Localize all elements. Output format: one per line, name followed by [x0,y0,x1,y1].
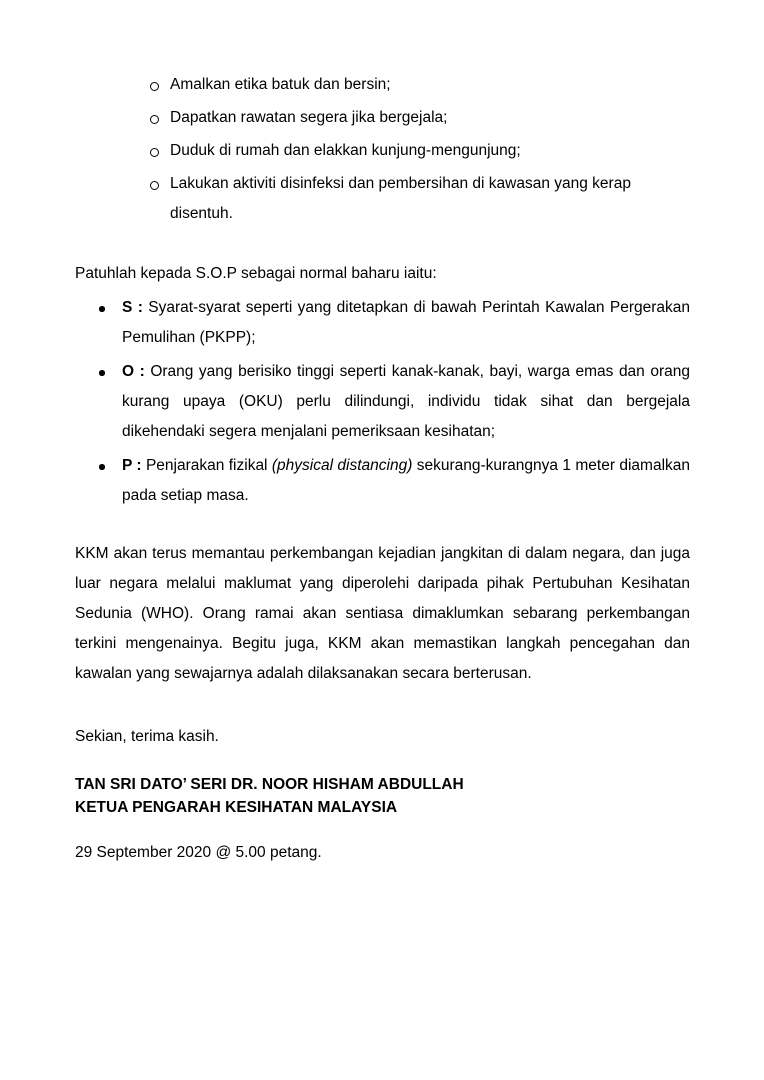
sop-text-post: sekurang-kurangnya 1 meter diamalkan pada setiap masa. [122,457,691,504]
signatory-name: TAN SRI DATO’ SERI DR. NOOR HISHAM ABDULLAH [75,776,464,793]
sop-intro-paragraph: Patuhlah kepada S.O.P sebagai normal baharu iaitu: [75,265,437,282]
list-item-text: Amalkan etika batuk dan bersin; [170,76,391,93]
list-item [150,70,690,100]
dot-bullet-icon [99,357,122,387]
sop-item-o [99,357,690,447]
sop-text-pre: Penjarakan fizikal [145,457,272,474]
circle-bullet-icon [150,169,170,199]
sop-text: Orang yang berisiko tinggi seperti kanak-kanak, bayi, warga emas dan orang kurang upaya (OKU) perlu dilindungi, individu tidak sihat dan bergejala dikehendaki segera menjalani pemeriksaan kesihatan; [122,363,690,440]
dot-bullet-icon [99,293,122,323]
list-item [150,169,690,229]
signature-block [75,773,690,819]
dot-bullet-icon [99,451,122,481]
sop-item-p [99,451,690,511]
dateline: 29 September 2020 @ 5.00 petang. [75,844,322,861]
signatory-title: KETUA PENGARAH KESIHATAN MALAYSIA [75,799,398,816]
sop-item-text [122,293,690,353]
list-item-text: Duduk di rumah dan elakkan kunjung-mengunjung; [170,142,521,159]
circle-bullet-icon [150,70,170,100]
sop-letter: S : [122,299,143,316]
sign-off: Sekian, terima kasih. [75,728,219,745]
sop-text-italic: (physical distancing) [271,457,413,474]
kkm-paragraph: KKM akan terus memantau perkembangan kejadian jangkitan di dalam negara, dan juga luar negara melalui maklumat yang diperolehi daripada pihak Pertubuhan Kesihatan Sedunia (WHO). Orang ramai akan sentiasa dimaklumkan sebarang perkembangan terkini mengenainya. Begitu juga, KKM akan memastikan langkah pencegahan dan kawalan yang sewajarnya adalah dilaksanakan secara berterusan. [75,545,690,682]
sop-item-text [122,357,690,447]
list-item-text: Dapatkan rawatan segera jika bergejala; [170,109,448,126]
sop-letter: O : [122,363,145,380]
sop-list [75,293,690,511]
list-item [150,136,690,166]
circle-bullet-icon [150,103,170,133]
list-item [150,103,690,133]
sop-letter: P : [122,457,142,474]
sop-text: Syarat-syarat seperti yang ditetapkan di bawah Perintah Kawalan Pergerakan Pemulihan (PKPP); [122,299,691,346]
circle-bullet-icon [150,136,170,166]
sop-item-s [99,293,690,353]
prevention-list [75,70,690,229]
sop-item-text [122,451,690,511]
list-item-text: Lakukan aktiviti disinfeksi dan pembersihan di kawasan yang kerap disentuh. [170,175,631,222]
